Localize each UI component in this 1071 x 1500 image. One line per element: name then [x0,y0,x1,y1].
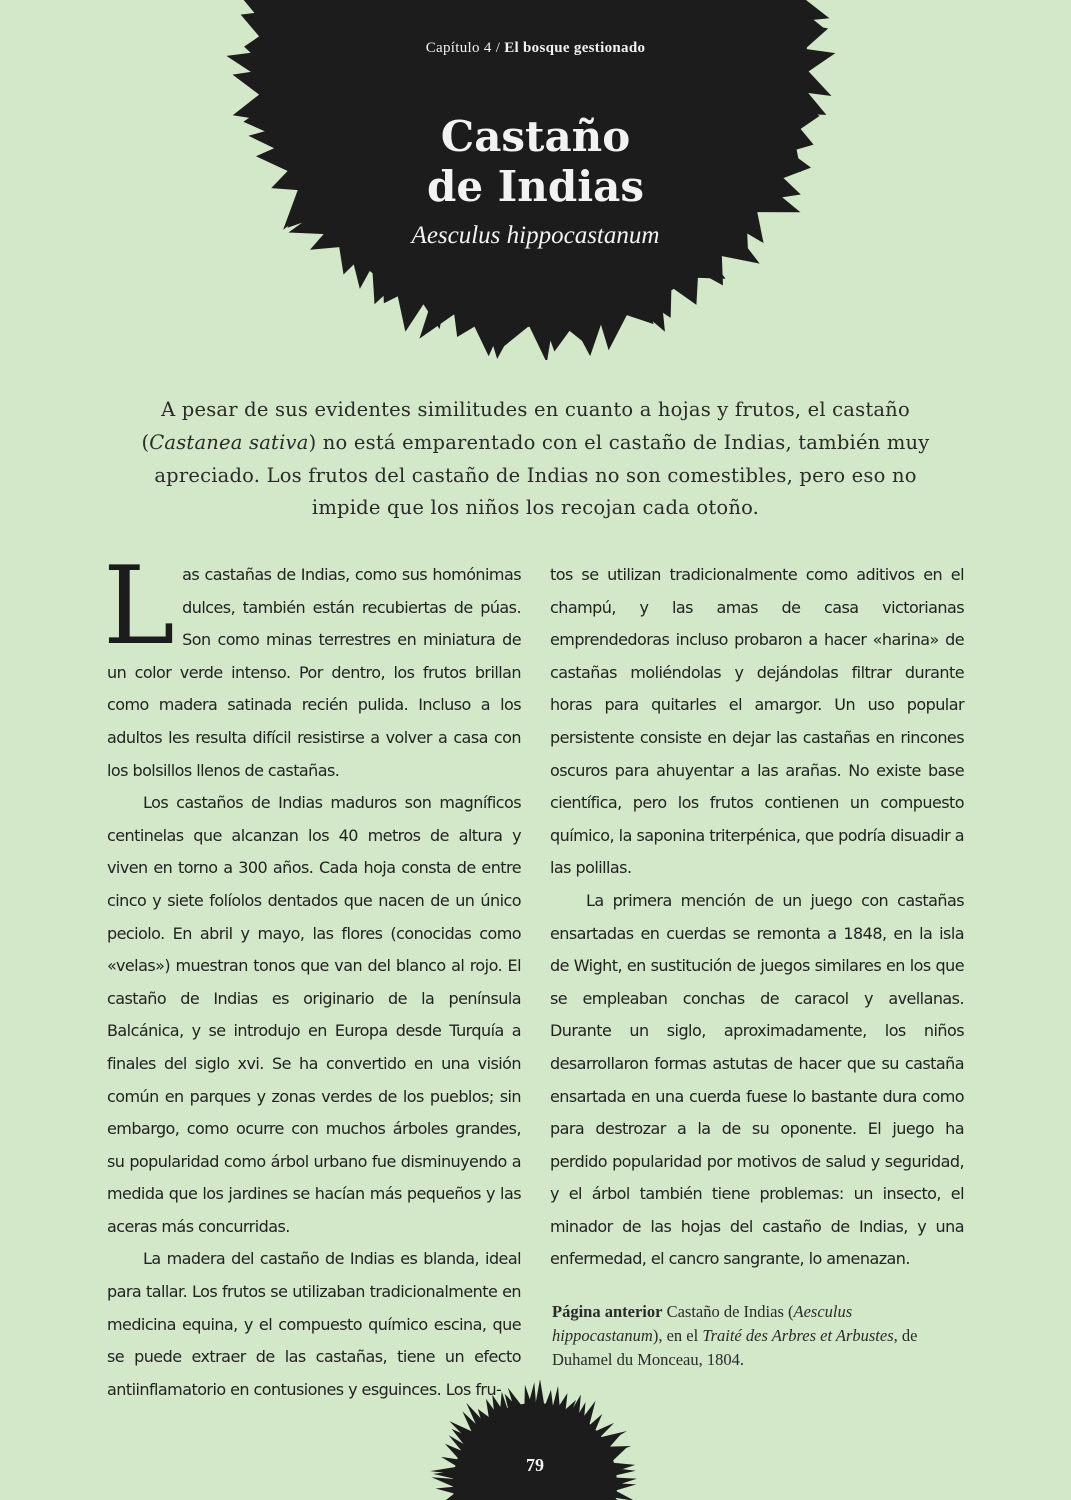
image-caption [552,1300,952,1372]
intro-text-b: ) no está emparentado con el castaño de Indias, también muy apreciado. Los frutos del castaño de Indias no son comestibles, pero eso no impide que los niños los recojan cada otoño. [154,430,930,520]
caption-latin: Aesculus hippocastanum [552,1302,853,1345]
burr-bottom-spike [545,1390,553,1407]
title-line-1: Castaño [440,112,631,161]
chapter-label: Capítulo 4 [425,40,492,56]
caption-text: Castaño de Indias ( [662,1302,794,1321]
caption-work-title: Traité des Arbres et Arbustes [702,1326,894,1345]
burr-bottom-spike [441,1457,459,1467]
chapter-title: El bosque gestionado [504,40,646,56]
chapter-separator: / [491,40,505,56]
burr-bottom-spike [442,1493,457,1500]
title-line-2: de Indias [426,162,645,211]
paragraph-2: Los castaños de Indias maduros son magníficos centinelas que alcanzan los 40 metros de altura y viven en torno a 300 años. Cada hoja consta de entre cinco y siete folíolos dentados que nacen de un único peciolo. En abril y mayo, las flores (conocidas como «velas») muestran tonos que van del blanco al rojo. El castaño de Indias es originario de la península Balcánica, y se introdujo en Europa desde Turquía a finales del siglo xvi. Se ha convertido en una visión común en parques y zonas verdes de los pueblos; sin embargo, como ocurre con muchos árboles grandes, su popularidad como árbol urbano fue disminuyendo a medida que los jardines se hacían más pequeños y las aceras más concurridas. [107,793,521,1236]
paragraph-3-start: La madera del castaño de Indias es blanda, ideal para tallar. Los frutos se utilizaban tradicionalmente en medicina equina, y el compuesto químico escina, que se puede extraer de las castañas, tiene un efecto antiinflamatorio en contusiones y esguinces. Los fru- [107,1249,521,1399]
drop-cap: L [103,544,175,669]
paragraph-1 [103,544,521,787]
burr-bottom-spike [435,1487,455,1494]
caption-text: , de Duhamel du Monceau, 1804. [552,1326,918,1369]
burr-bottom-spike [614,1490,635,1500]
paragraph-1-text: as castañas de Indias, como sus homónimas dulces, también están recubiertas de púas. Son como minas terrestres en miniatura de un color verde intenso. Por dentro, los frutos brillan como madera satinada recién pulida. Incluso a los adultos les resulta difícil resistirse a volver a casa con los bolsillos llenos de castañas. [107,565,521,780]
burr-bottom-spike [553,1386,560,1409]
intro-paragraph [140,394,931,525]
page-number: 79 [526,1455,544,1475]
body-column-left [103,544,521,1406]
page-title [0,112,1071,212]
burr-bottom-spike [528,1382,536,1405]
burr-top-spike [529,324,553,360]
chestnut-burr-footer-graphic [0,1380,1071,1500]
latin-name: Aesculus hippocastanum [411,222,660,249]
paragraph-4: La primera mención de un juego con castañas ensartadas en cuerdas se remonta a 1848, en la isla de Wight, en sustitución de juegos similares en los que se empleaban conchas de caracol y avellanas. Durante un siglo, aproximadamente, los niños desarrollaron formas astutas de hacer que su castaña ensartada en una cuerda fuese lo bastante dura como para destrozar a la de su oponente. El juego ha perdido popularidad por motivos de salud y seguridad, y el árbol también tiene problemas: un insecto, el minador de las hojas del castaño de Indias, y una enfermedad, el cancro sangrante, lo amenazan. [550,890,964,1269]
chapter-heading [0,40,1071,57]
caption-label: Página anterior [552,1302,663,1321]
caption-text: ), en el [652,1326,703,1345]
body-column-right [550,559,964,1276]
burr-bottom [430,1380,637,1500]
burr-bottom-spike [613,1468,636,1476]
burr-bottom-spike [535,1380,544,1406]
burr-bottom-spike [500,1392,508,1413]
paragraph-3-end: tos se utilizan tradicionalmente como aditivos en el champú, y las amas de casa victorianas emprendedoras incluso probaron a hacer «harina» de castañas moliéndolas y dejándolas filtrar durante horas para quitarles el amargor. Un uso popular persistente consiste en dejar las castañas en rincones oscuros para ahuyentar a las arañas. No existe base científica, pero los frutos contienen un compuesto químico, la saponina triterpénica, que podría disuadir a las polillas. [550,565,964,878]
intro-text-a: A pesar de sus evidentes similitudes en cuanto a hojas y frutos, el castaño ( [141,398,910,454]
burr-bottom-spike [431,1477,455,1487]
intro-italic: Castanea sativa [149,430,309,454]
